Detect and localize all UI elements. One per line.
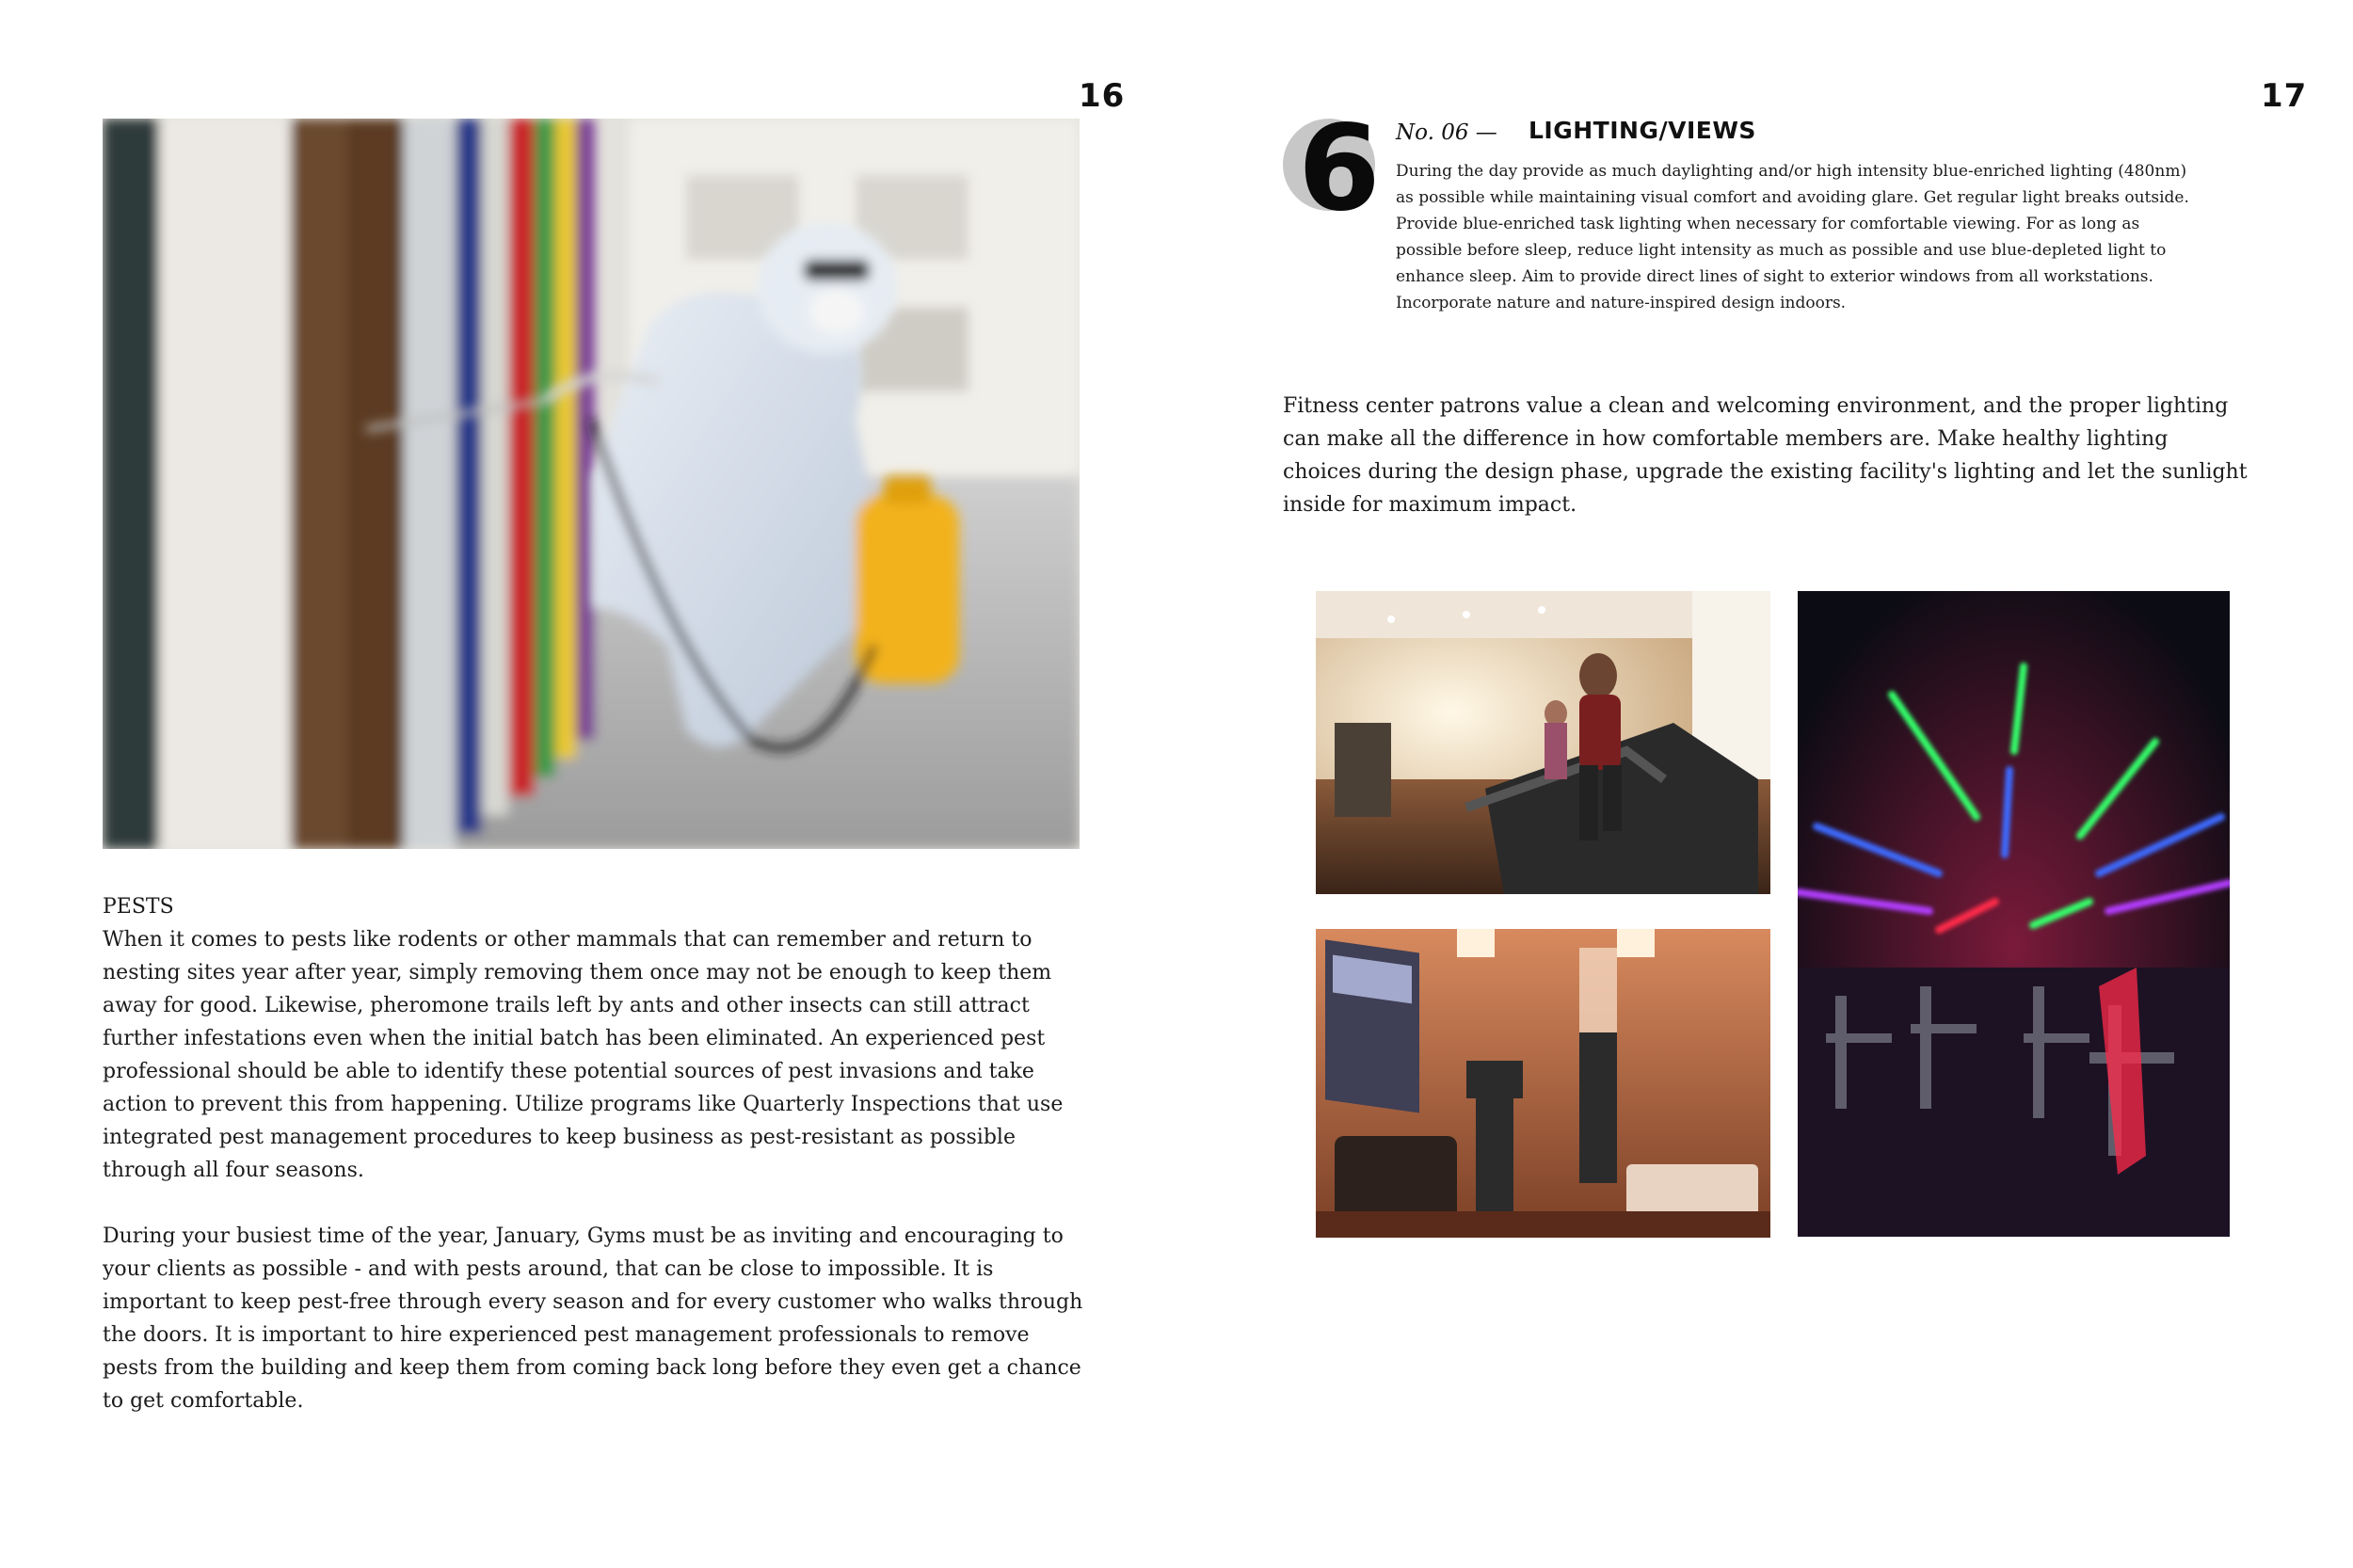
- section-description: During the day provide as much daylighting and/or high intensity blue-enriched lighting (480nm) as possible while maintaining visual comfort and avoiding glare. Get regular light breaks outside. Provide blue-enriched task lighting when necessary for comfortable viewing. For as long as possible before sleep, reduce light intensity as much as possible and use blue-depleted light to enhance sleep. Aim to provide direct lines of sight to exterior windows from all workstations. Incorporate nature and nature-inspired design indoors.: [1396, 162, 2189, 312]
- gym-weight-room-photo: [1316, 929, 1770, 1238]
- section-numeral: 6: [1298, 99, 1381, 237]
- page-number-left: 16: [1079, 77, 1126, 115]
- gym-treadmill-photo: [1316, 591, 1770, 894]
- lighting-intro-paragraph: Fitness center patrons value a clean and welcoming environment, and the proper lighting can make all the difference in how comfortable members are. Make healthy lighting choices during the design phase, upgrade the existing facility's lighting and let the sunlight inside for maximum impact.: [1283, 394, 2248, 517]
- busy-season-paragraph: During your busiest time of the year, January, Gyms must be as inviting and encouraging to your clients as possible - and with pests around, that can be close to impossible. It is important to keep pest-free through every season and for every customer who walks through the doors. It is important to hire experienced pest management professionals to remove pests from the building and keep them from coming back long before they even get a chance to get comfortable.: [103, 1224, 1083, 1413]
- neon-spin-studio-photo: [1798, 591, 2230, 1237]
- pests-heading: PESTS: [103, 895, 174, 919]
- section-label: No. 06 —: [1396, 120, 1497, 145]
- pests-paragraph: When it comes to pests like rodents or other mammals that can remember and return to nesting sites year after year, simply removing them once may not be enough to keep them away for good. Likewise, pheromone trails left by ants and other insects can still attract further infestations even when the initial batch has been eliminated. An experienced pest professional should be able to identify these potential sources of pest invasions and take action to prevent this from happening. Utilize programs like Quarterly Inspections that use integrated pest management procedures to keep business as pest-resistant as possible through all four seasons.: [103, 928, 1064, 1182]
- section-number-badge: [1283, 99, 1381, 237]
- pest-control-photo: [103, 119, 1080, 849]
- page-number-right: 17: [2261, 77, 2308, 115]
- section-title: LIGHTING/VIEWS: [1529, 117, 1756, 144]
